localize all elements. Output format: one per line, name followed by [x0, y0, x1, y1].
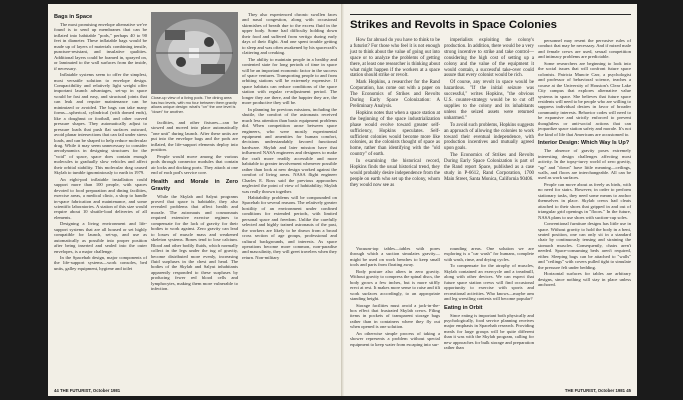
paragraph: Horizontal surfaces for tables are arbitrary designs, since nothing will stay in place unless anchored. [538, 271, 631, 288]
sidebar-title: Strikes and Revolts in Space Colonies [350, 19, 557, 31]
section-heading: Bags in Space [54, 14, 93, 20]
paragraph: rounding areas. One solution we are exploring is a "car wash" for humans, complete with wash, rinse, and drying cycles. [444, 246, 534, 262]
paragraph: Vacuum-top tables—tables with pores through which a suction simulates gravity—might be used on work benches to keep small tools and parts from floating away. [350, 246, 440, 268]
paragraph: While the Skylab and Salyut programs proved that space is habitable, they also revealed problems that affect health and morale. The astronauts and cosmonauts required extensive exercise regimes to compensate for the lack of gravity for their bodies to work against. Zero gravity can lead to losses of muscle mass and weakened skeleton systems. Bones tend to lose calcium. Blood and other bodily fluids, which normally collect in the legs under the tug of gravity, become distributed more evenly, increasing fluid surpluses in the chest and head. The bodies of the Skylab and Salyut inhabitants apparently responded to these surpluses by producing fewer red blood cells and lymphocytes, making them more vulnerable to infection. [151, 193, 238, 292]
paragraph: In planning for previous missions, including the shuttle, the comfort of the astronauts received much less attention than basic equipment problems did. When competition arose between space engineers, who were mostly experimental equipment and amenities for human comfort, decisions understandably favored functional hardware. Skylab and later mission have that influenced NASA engineers and designers to make the craft more readily accessible and more habitable to greater involvement whenever possible rather than look at new design worked against the comfort of living areas. NASA flight engineer Charles E. Ross said the previous approaches neglected the point of view of habitability; Skylab was really thrown together. [242, 106, 337, 194]
lower-col-1 [350, 246, 440, 348]
paragraph: Since eating is important both physically and psychologically, food service planning receives major emphasis in Spacehab research. Providing meals for large groups will be quite different than it was with the Skylab program, calling for new approaches for bulk storage and preparation rather than [444, 312, 534, 351]
paragraph: An otherwise simple process of taking a shower represents a problem without special equipment to keep water from escaping into sur- [350, 330, 440, 347]
photo-caption: Close-up view of a living pods. The dining area has two levels, with mo four between them gravity allows unique design: what's "on" the one level is "down" for another. [151, 95, 237, 114]
lower-col-2 [444, 246, 534, 352]
left-col-2 [151, 120, 238, 293]
paragraph: To compensate for the atrophy of muscles, Skylab contained an exercycle and a treadmill, along with other devices. We can expect that future space station crews will find occasional opportunity to exercise with sports and recreational activities. Who knows—maybe arm and leg wrestling contests will become popular? [444, 263, 534, 302]
right-page [344, 4, 637, 396]
lede-col-1 [350, 38, 440, 190]
paragraph: They also experienced chronic swollen faces and nasal congestion, along with occasional skirmishes of breath due to the excess fluid in the upper body. Some had difficulty holding down their food and suffered from vertigo during early days of their flight. And one spent trouble getting to sleep and was often awakened by his spacecraft's clattering and creaking. [242, 12, 337, 56]
paragraph: To avoid such problems, Hopkins suggests an approach of allowing the colonies to work toward their eventual independence, with production incentives and mutually agreed upon goals. [444, 122, 534, 152]
section-heading: Interior Design: Which Way Is Up? [538, 140, 630, 147]
paragraph: An eight-pod inflatable installation could support more than 100 people, with spaces devoted to food preparation and dining facilities, exercise areas, a medical clinic, a shop to handle in-space fabrication and maintenance, and some scientific laboratories. A station of this size would require about 10 shuttle-load deliveries of all elements. [54, 176, 147, 220]
paragraph: facilities, and other fixtures—can be stowed and moved into place automatically "one unit" during launch. After these units are put into the envelope bags and the pods are inflated, the life-support elements deploy into position. [151, 120, 238, 153]
lede-col-2 [444, 38, 534, 184]
paragraph: The absence of gravity poses extremely interesting design challenges affecting most activity. In the topsy-turvy world of zero gravity, "up" and "down" have little meaning—ceilings, walls, and floors are interchangeable. All can be used as work surfaces. [538, 148, 631, 181]
paragraph: The most promising envelope alternative we've found is to send up membranes that can be inflated into habitable "pods," perhaps 40 to 90 feet in diameter. These inflatable bags would be made up of layers of materials combining tensile, puncture-resistant, and insulative qualities. Additional layers could be foamed in, sprayed on, or laminated to the wall surfaces from the inside, if necessary. [54, 22, 147, 71]
paragraph: Mark Hopkins, a researcher for the Rand Corporation, has come out with a paper on The Economics of Strikes and Revolts During Early Space Colonization: A Preliminary Analysis. [350, 80, 440, 109]
paragraph: In examining the historical record, Hopkins finds the usual historical trend, they would probably desire independence from the people on earth who set up the colony, whom they would now see as [350, 159, 440, 188]
pod-interior-image [151, 12, 238, 94]
left-col-4 [538, 38, 631, 288]
paragraph: In the Spacehab design, major components of the life-support systems—work consoles, bed units, galley equipment, hygiene and toilet [54, 255, 147, 271]
paragraph: Some researchers are beginning to look into the social issues that will confront future space colonists. Patricia Muncie Carr, a psychologist and professor of behavioral science, teaches a course at the University of Houston's Clear Lake City campus that explores alternative value systems in space. She believes that future space residents will need to be people who are willing to suppress individual desires in favor of broader community interests. Behavior codes will need to be expansive and strictly enforced to prevent thoughtless or anti-social actions that can jeopardize space station safety and morale. It's not the kind of life that Americans are accustomed to. [538, 60, 631, 137]
paragraph: Hopkins notes that when a space station at the beginning of the space industrialization phase would evolve toward greater self-sufficiency, Hopkins speculates. Self-sufficient colonies would become more like colonies, as the colonists thought of space as home, rather than identifying with the "old country" of earth. [350, 110, 440, 158]
left-col-3 [242, 12, 337, 261]
left-col-1 [54, 12, 147, 272]
paragraph: Body posture also alters in zero gravity. Without gravity to compress the spinal discs, the body grows a few inches, but is more stiffly erect at rest. It makes more sense to raise and tilt work surfaces accordingly, to an appropriate standing height. [350, 268, 440, 302]
paragraph: The Economics of Strikes and Revolts During Early Space Colonization is part of the Rand report Space, published as a case study in P-6612, Rand Corporation, 1700 Main Street, Santa Monica, California 90406. [444, 153, 534, 182]
paragraph: People would move among the various pods through connector modules that contain air locks and docking ports. They attach at one end of each pod's service core. [151, 153, 238, 176]
living-pod-photo [151, 12, 238, 94]
paragraph: How far abroad do you have to think to be a futurist? For those who feel it is not enough just to think about the value of going out into space or to analyze the problems of getting there, at least one researcher is thinking about what might happen if the workers at a space station should strike or revolt. [350, 38, 440, 79]
paragraph: Designing a living environment and life-support systems that are all housed or set highly compatible for launch, set-up, and use as automatically as possible into proper position after being inserted and sealed into the outer envelopes, is a major challenge. [54, 221, 147, 254]
paragraph: imperialists exploiting the colony's production. In addition, there would be a very strong incentive to strike and take control—considering the high cost of setting up a colony and the value of the equipment it would contain, a successful take-over could assure that every colonist would be rich. [444, 38, 534, 79]
section-heading: Health and Morale in Zero Gravity [151, 178, 238, 192]
left-page [48, 4, 343, 396]
paragraph: Inflatable systems seem to offer the simplest, most versatile solution to envelope design. Compactibility and relatively light weight offer important launch advantages, set-up in space would be fast and easy, and structural joints that can leak and require maintenance can be minimized or avoided. The bags can take many forms—spherical, cylindrical (with domed ends), like a doughnut or football, and other curved pressure shapes. They automatically adjust to pressure loads that push flat surfaces outward, avoid planar intersections that can fail under stress loads, and can be shaped to help reduce molecular drag. While it may seem unnecessary to consider aerodynamics in designing structures for the "void" of space, space does contain enough molecules to gradually slow vehicles and affect their orbital stability. This molecular drag caused Skylab to tumble ignominiously to earth in 1979. [54, 72, 147, 176]
paragraph: Of course, any revolt in space would be hazardous. "If the initial seizure was successful," writes Hopkins, "the obvious U.S. counter-strategy would be to cut off supplies to the colony and its inhabitants unless the seized assets were returned unharmed." [444, 80, 534, 121]
sidebar-title-bar [350, 14, 631, 31]
paragraph: The ability to maintain people in a healthy and contented state for long periods of time in space will be an important economic factor in the success of space ventures. Transporting people to and from orbiting stations will be extremely expensive. If space habitats can reduce conditions of the space station with regular re-adjustment period. The longer they are there, and the happier they are, the more productive they will be. [242, 56, 337, 106]
section-heading: Eating in Orbit [444, 304, 483, 311]
paragraph: People can move about as freely as birds, with no need for stairs. However, in order to perform stationary tasks, they need some means to anchor themselves in place. Skylab crews had cleats attached to their shoes that gripped in and out of triangular grid openings in "floors." In the future, NASA plans to use shoes with suction-cup soles. [538, 181, 631, 220]
paragraph: Habitability problems will be compounded on Spacehab for several reasons. The relatively greater hostility of an environment under confined conditions for extended periods, with limited personal space and freedom. Unlike the carefully selected and highly trained astronauts of the past, the workers are likely to be drawn from a broad cross section of age groups, professional and cultural backgrounds, and interests. As space operations become more common, non-paradise and masculinity, they will greet travelers when they return. Non-military [242, 194, 337, 260]
paragraph: Storage facilities must avoid a jack-in-the-box effect that frustrated Skylab crews. Filing items in pockets of transparent storage bags rather than in containers where they fly out when opened is one solution. [350, 302, 440, 330]
paragraph: personnel may resent the pervasive rules of conduct that may be necessary. And if mixed male and female crews are used, sexual competition and intimacy problems are predictable. [538, 38, 631, 60]
left-page-footer: 44 THE FUTURIST, October 1981 [54, 388, 121, 393]
right-page-footer: THE FUTURIST, October 1981 45 [564, 388, 631, 393]
paragraph: Conventional furniture designs has little use in space. Without gravity to hold the body in a bent, seated position, one can only sit in a standard chair by continuously tensing and straining the stomach muscles. Consequently, chairs aren't needed. Space-consuming beds aren't required, either. Sleeping bags can be attached to "walls" and "ceilings" with covers pulled tight to simulate the pressure felt under bedding. [538, 221, 631, 270]
